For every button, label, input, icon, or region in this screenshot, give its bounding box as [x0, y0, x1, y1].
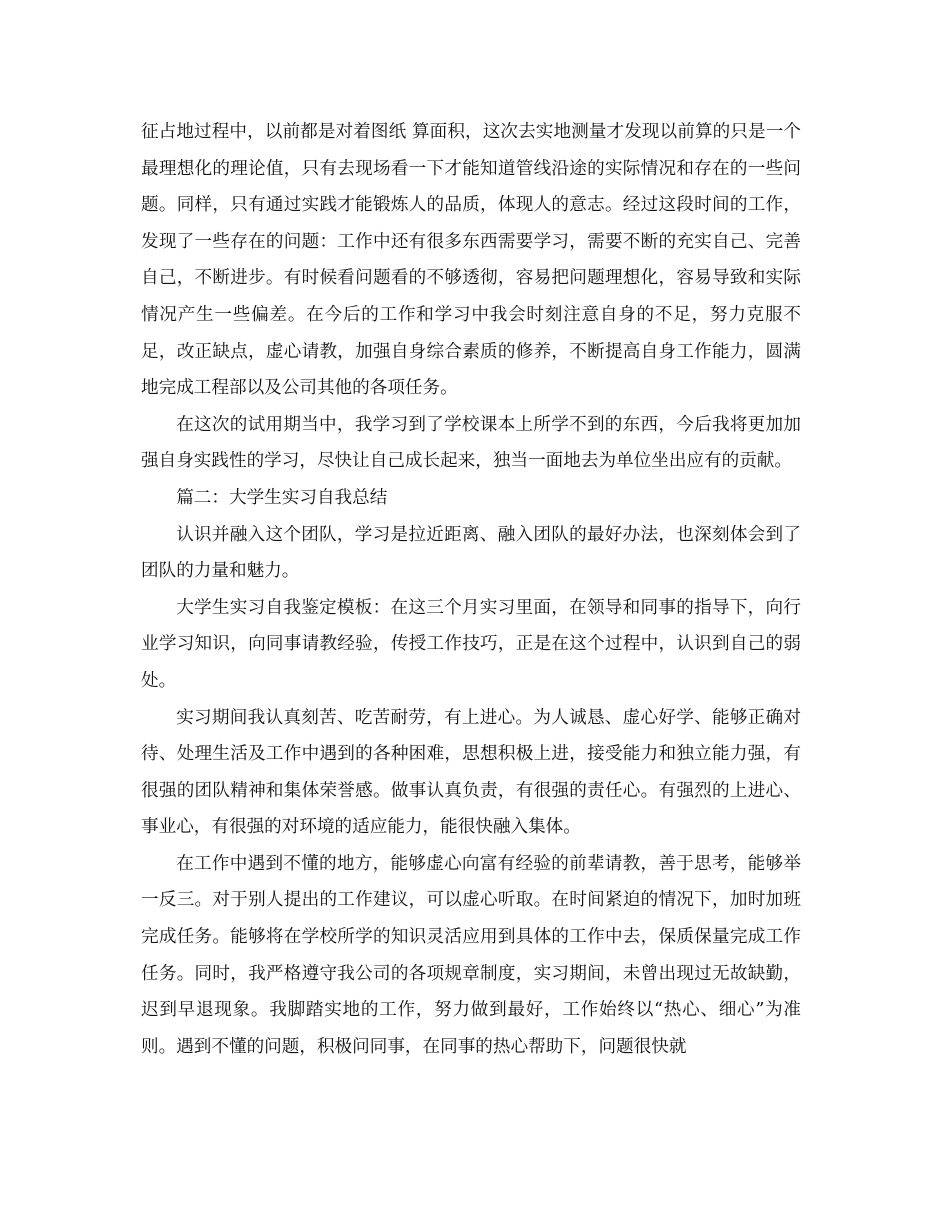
paragraph-continuation: 征占地过程中，以前都是对着图纸 算面积，这次去实地测量才发现以前算的只是一个最理想化的理论值，只有去现场看一下才能知道管线沿途的实际情况和存在的一些问题。同样，只有通过实践才能锻炼人的品质，体现人的意志。经过这段时间的工作，发现了一些存在的问题：工作中还有很多东西需要学习，需要不断的充实自己、完善自己，不断进步。有时候看问题看的不够透彻，容易把问题理想化，容易导致和实际情况产生一些偏差。在今后的工作和学习中我会时刻注意自身的不足，努力克服不足，改正缺点，虚心请教，加强自身综合素质的修养，不断提高自身工作能力，圆满地完成工程部以及公司其他的各项任务。: [141, 122, 801, 399]
paragraph-team: 认识并融入这个团队，学习是拉近距离、融入团队的最好办法，也深刻体会到了团队的力量和魅力。: [141, 524, 801, 582]
paragraph-diligence: 实习期间我认真刻苦、吃苦耐劳，有上进心。为人诚恳、虚心好学、能够正确对待、处理生活及工作中遇到的各种困难，思想积极上进，接受能力和独立能力强，有很强的团队精神和集体荣誉感。做事认真负责，有很强的责任心。有强烈的上进心、事业心，有很强的对环境的适应能力，能很快融入集体。: [141, 707, 801, 838]
paragraph-trial-period: 在这次的试用期当中，我学习到了学校课本上所学不到的东西，今后我将更加加强自身实践性的学习，尽快让自己成长起来，独当一面地去为单位坐出应有的贡献。: [141, 414, 801, 472]
document-body: [141, 114, 801, 1065]
section-heading: 篇二：大学生实习自我总结: [176, 487, 388, 508]
paragraph-work-attitude: 在工作中遇到不懂的地方，能够虚心向富有经验的前辈请教，善于思考，能够举一反三。对于别人提出的工作建议，可以虚心听取。在时间紧迫的情况下，加时加班完成任务。能够将在学校所学的知识灵活应用到具体的工作中去，保质保量完成工作任务。同时，我严格遵守我公司的各项规章制度，实习期间，未曾出现过无故缺勤，迟到早退现象。我脚踏实地的工作，努力做到最好，工作始终以“热心、细心”为准则。遇到不懂的问题，积极问同事，在同事的热心帮助下，问题很快就: [141, 853, 801, 1057]
paragraph-template: 大学生实习自我鉴定模板：在这三个月实习里面，在领导和同事的指导下，向行业学习知识，向同事请教经验，传授工作技巧，正是在这个过程中，认识到自己的弱处。: [141, 597, 801, 691]
